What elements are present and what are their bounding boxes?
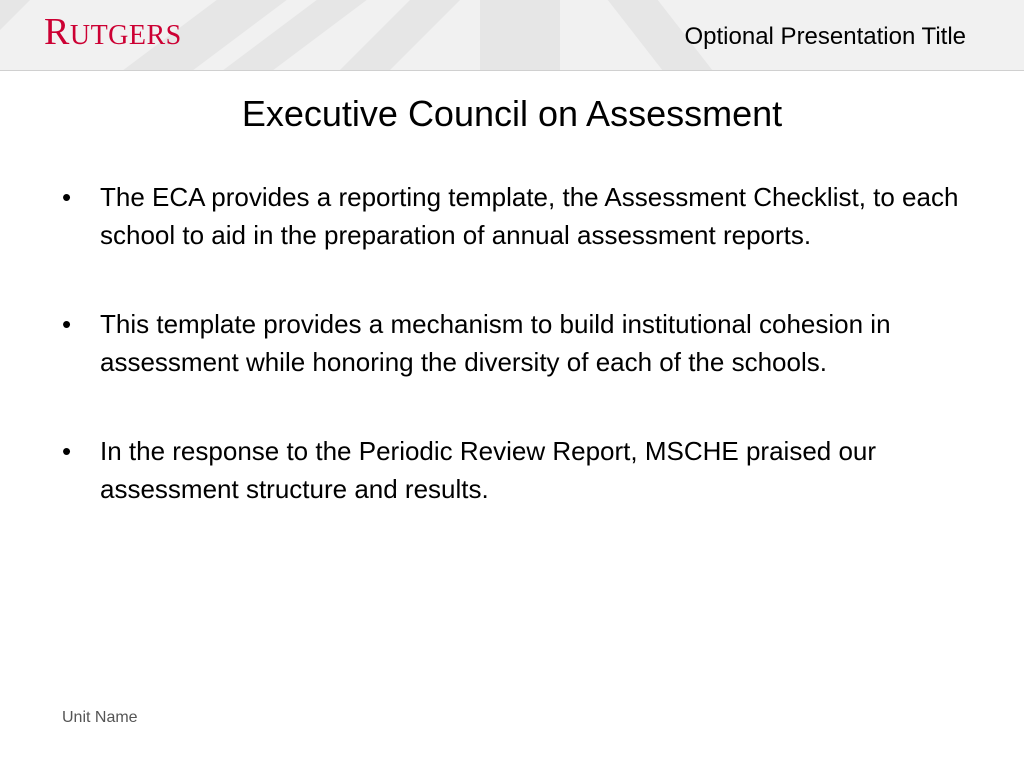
header-band <box>0 0 1024 71</box>
rutgers-logo: RUTGERS <box>44 11 182 53</box>
bullet-icon: • <box>62 436 72 466</box>
presentation-title: Optional Presentation Title <box>684 23 966 50</box>
bullet-icon: • <box>62 309 72 339</box>
bullet-item-1 <box>62 178 962 254</box>
unit-name: Unit Name <box>62 709 138 726</box>
bullet-list <box>62 178 962 559</box>
bullet-text-3: In the response to the Periodic Review Report, MSCHE praised our assessment structure and results. <box>100 436 877 504</box>
bullet-item-3 <box>62 432 962 508</box>
bullet-text-1: The ECA provides a reporting template, the Assessment Checklist, to each school to aid in the preparation of annual assessment reports. <box>100 182 959 250</box>
bullet-item-2 <box>62 305 962 381</box>
slide-title: Executive Council on Assessment <box>241 93 783 134</box>
bullet-icon: • <box>62 182 72 212</box>
bullet-text-2: This template provides a mechanism to build institutional cohesion in assessment while honoring the diversity of each of the schools. <box>100 309 891 377</box>
